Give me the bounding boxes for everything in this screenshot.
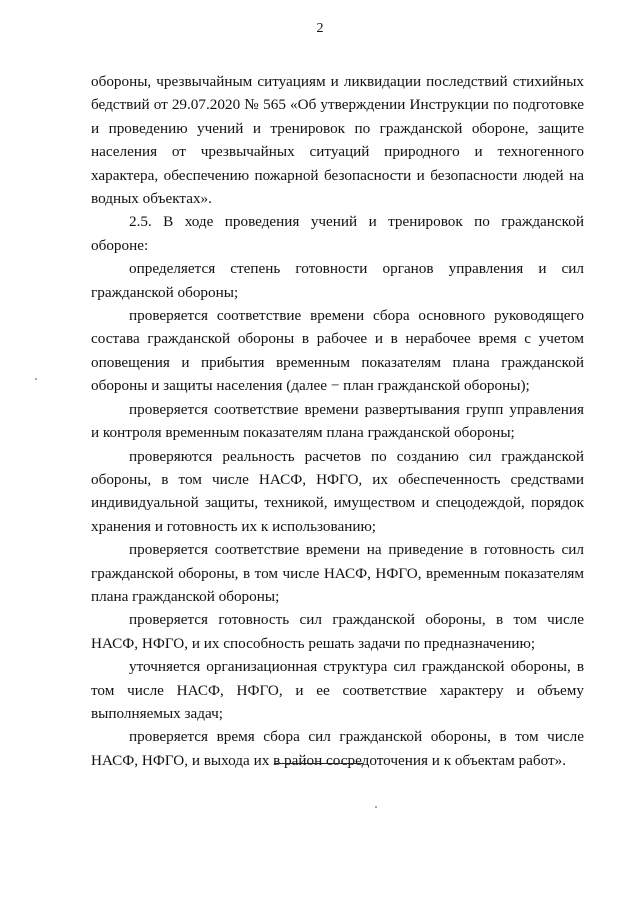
closing-divider <box>274 763 363 764</box>
page-number: 2 <box>316 21 324 36</box>
paragraph-continuation: обороны, чрезвычайным ситуациям и ликвидации последствий стихийных бедствий от 29.07.2020 № 565 «Об утверждении Инструкции по подготовке и проведению учений и тренировок по гражданской обороне, защите населения от чрезвычайных ситуаций природного и техногенного характера, обеспечению пожарной безопасности и безопасности людей на водных объектах». <box>91 73 584 208</box>
paragraph-section-2-5: 2.5. В ходе проведения учений и тренировок по гражданской обороне: <box>91 213 584 254</box>
paragraph-item: проверяется время сбора сил гражданской обороны, в том числе НАСФ, НФГО, и выхода их в район сосредоточения и к объектам работ». <box>91 728 584 769</box>
paragraph-item: проверяется соответствие времени на приведение в готовность сил гражданской обороны, в том числе НАСФ, НФГО, временным показателям плана гражданской обороны; <box>91 541 584 605</box>
scan-speck <box>35 378 37 380</box>
paragraph-item: проверяется готовность сил гражданской обороны, в том числе НАСФ, НФГО, и их способность решать задачи по предназначению; <box>91 611 584 652</box>
paragraph-item: проверяются реальность расчетов по созданию сил гражданской обороны, в том числе НАСФ, НФГО, их обеспеченность средствами индивидуальной защиты, техникой, имуществом и спецодеждой, порядок хранения и готовность их к использованию; <box>91 447 584 535</box>
document-body <box>91 70 584 772</box>
scan-speck <box>375 806 377 808</box>
paragraph-item: уточняется организационная структура сил гражданской обороны, в том числе НАСФ, НФГО, и ее соответствие характеру и объему выполняемых задач; <box>91 658 584 722</box>
paragraph-item: проверяется соответствие времени развертывания групп управления и контроля временным показателям плана гражданской обороны; <box>91 400 584 442</box>
paragraph-item: определяется степень готовности органов управления и сил гражданской обороны; <box>91 260 584 301</box>
paragraph-item: проверяется соответствие времени сбора основного руководящего состава гражданской обороны в рабочее и в нерабочее время с учетом оповещения и прибытия временным показателям плана гражданской обороны и защиты населения (далее − план гражданской обороны); <box>91 307 584 395</box>
